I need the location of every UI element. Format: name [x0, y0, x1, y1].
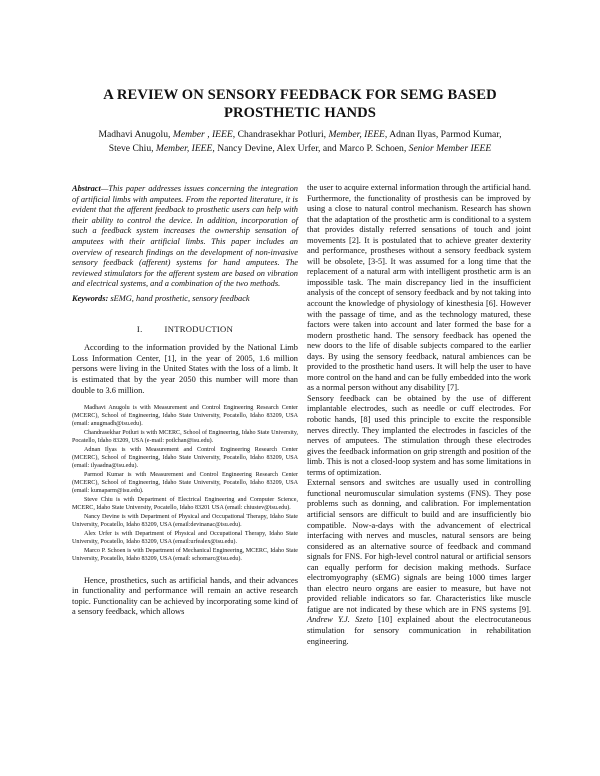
body-paragraph-2: Sensory feedback can be obtained by the use of different implantable electrodes, such as needle or cuff electrodes. For robotic hands, [8] used this principle to excite the responsible nerves directly. They implanted the electrodes in fascicles of the nerves of amputees. The stimulation through these electrodes gives the feedback information on grip strength and position of the limb. This is not a closed-loop system and has some limitations in terms of optimization.	[307, 393, 531, 477]
footnote: Alex Urfer is with Department of Physical and Occupational Therapy, Idaho State University, Pocatello, Idaho 83209, USA (email:urfealex@isu.edu).	[72, 530, 298, 545]
abstract-label: Abstract	[72, 184, 101, 193]
footnote: Steve Chiu is with Department of Electrical Engineering and Computer Science, MCERC, Idaho State University, Pocatello, Idaho 83201 USA (email: chiustev@isu.edu).	[72, 496, 298, 511]
section-heading-introduction	[72, 324, 298, 335]
footnote: Chandrasekhar Potluri is with MCERC, School of Engineering, Idaho State University, Pocatello, Idaho 83209, USA (e-mail: potlchan@isu.edu).	[72, 430, 298, 444]
footnote: Madhavi Anugolu is with Measurement and Control Engineering Research Center (MCERC), School of Engineering, Idaho State University, Pocatello, Idaho 83209, USA (email: anugmadh@isu.edu).	[72, 405, 298, 427]
author-affiliation: Member, IEEE	[328, 129, 385, 140]
keywords-text: sEMG, hand prosthetic, sensory feedback	[108, 293, 250, 303]
abstract-text: —This paper addresses issues concerning the integration of artificial limbs with amputees. From the reported literature, it is evident that the afferent feedback to prosthetic users can help with their ability to control the device. In addition, incorporation of such a feedback system increases the ownership sensation of amputees with their artificial limbs. This paper includes an overview of research findings on the development of non-invasive sensory feedback (afferent) systems for hand amputees. The reviewed stimulators for the afferent system are based on vibration and electrical systems, and a combination of the two methods.	[72, 184, 298, 289]
title-line-1: A REVIEW ON SENSORY FEEDBACK FOR SEMG BASED	[103, 87, 497, 103]
left-column	[72, 184, 298, 618]
author-affiliation: Member, IEEE	[155, 143, 213, 154]
author-text: , Adnan Ilyas, Parmod Kumar,	[384, 129, 502, 140]
right-column	[307, 183, 531, 647]
title-line-2: PROSTHETIC HANDS	[223, 105, 377, 121]
author-affiliation: Senior Member IEEE	[408, 143, 492, 154]
body-paragraph-1: the user to acquire external information through the artificial hand. Furthermore, the functionality of prosthesis can be improved by using a close to natural control mechanism. Research has shown that the adaptation of the prosthetic arm is conditional to a system that provides distally referred sensations of touch and joint movements [2]. It is postulated that to achieve greater dexterity and performance, prostheses without a sensory feedback system will be obsolete, [3-5]. It was assumed for a long time that the replacement of a natural arm with intelligent prosthetic arm is an impossible task. The main discrepancy lied in the insufficient analysis of the concept of sensory feedback and by not taking into account the knowledge of physiology of kinesthesia [6]. However with the passage of time, and as the technology matured, these factors were taken into account and later formed the base for a modern prosthetic hand. The sensory feedback has opened the new doors to the life of disable subjects compared to the earlier days. By using the sensory feedback, natural ambiences can be provided to the prosthetic hand users. It will help the user to have more control on the hand and can be fully embedded into the work as a normal person without any disability [7].	[307, 183, 531, 393]
paper-title	[60, 86, 540, 122]
keywords	[72, 294, 298, 305]
author-text: , Nancy Devine, Alex Urfer, and Marco P. Schoen,	[212, 143, 409, 154]
footnote: Parmod Kumar is with Measurement and Control Engineering Research Center (MCERC), School of Engineering, Idaho State University, Pocatello, Idaho 83209, USA (email: kumaparm@isu.edu).	[72, 471, 298, 494]
body-paragraph-3	[307, 478, 531, 647]
author-text: Madhavi Anugolu,	[98, 129, 173, 140]
author-text: Steve Chiu,	[108, 143, 156, 154]
author-affiliation: Member , IEEE	[172, 129, 233, 140]
author-list	[60, 128, 540, 156]
section-number: I.	[136, 323, 143, 334]
author-footnotes	[72, 405, 298, 564]
author-text: , Chandrasekhar Potluri,	[232, 129, 329, 140]
intro-paragraph-2: Hence, prosthetics, such as artificial hands, and their advances in functionality and performance will remain an active research topic. Functionality can be achieved by incorporating some kind of a sensory feedback, which allows	[72, 575, 298, 617]
section-title: INTRODUCTION	[164, 323, 234, 334]
keywords-label: Keywords:	[72, 293, 109, 303]
footnote: Nancy Devine is with Department of Physical and Occupational Therapy, Idaho State University, Pocatello, Idaho 83209, USA (email:devinanac@isu.edu).	[72, 513, 298, 528]
footnote: Adnan Ilyas is with Measurement and Control Engineering Research Center (MCERC), School of Engineering, Idaho State University, Pocatello, Idaho 83209, USA (email: ilyaadna@isu.edu).	[72, 447, 298, 469]
cited-author: Andrew Y.J. Szeto	[307, 615, 373, 625]
footnote: Marco P. Schoen is with Department of Mechanical Engineering, MCERC, Idaho State University, Pocatello, Idaho 83209, USA (email: schomarc@isu.edu).	[72, 547, 298, 562]
abstract	[72, 184, 298, 290]
authors-line-1	[60, 128, 540, 142]
body-text: [10] explained about the electrocutaneous stimulation for sensory communication in rehabilitation engineering.	[307, 615, 531, 646]
body-text: External sensors and switches are usually used in controlling functional neuromuscular simulation systems (FNS). They pose problems such as donning, and calibration. For implementation artificial sensors are difficult to build and are insufficiently bio compatible. Now-a-days with the advancement of electrical interfacing with nerves and muscles, natural sensors are being considered as an alternative source of feedback and command signals for FNS. For high-level control natural or artificial sensors can equally perform for decision making methods. Surface electromyography (sEMG) signals are being 1000 times larger than electro neuro organs are easier to measure, but have not provided reliable indicators so far. Characteristics like muscle fatigue are not indicated by these which are in FNS systems [9].	[307, 478, 531, 614]
intro-paragraph-1: According to the information provided by the National Limb Loss Information Center, [1], in the year of 2005, 1.6 million persons were living in the United States with the loss of a limb. It is estimated that by the year 2050 this number will more than double to 3.6 million.	[72, 343, 298, 395]
authors-line-2	[60, 142, 540, 156]
